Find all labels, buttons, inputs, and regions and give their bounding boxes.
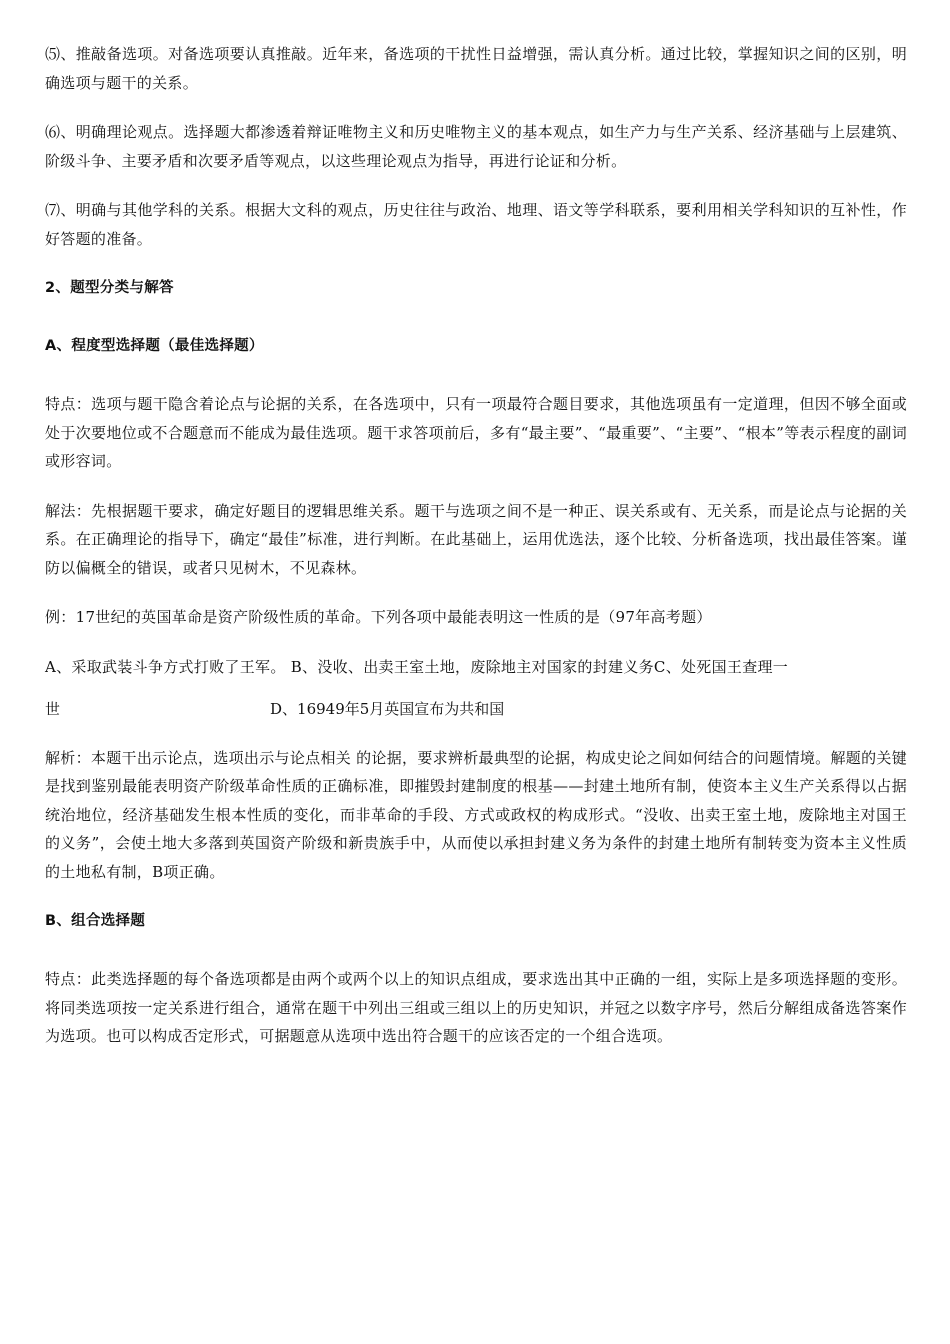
option-c-tail: 世 bbox=[45, 699, 61, 718]
document-page bbox=[45, 40, 907, 1072]
section-a-features: 特点：选项与题干隐含着论点与论据的关系，在各选项中，只有一项最符合题目要求，其他选项虽有一定道理，但因不够全面或处于次要地位或不合题意而不能成为最佳选项。题干求答项前后，多有“最主要”、“最重要”、“主要”、“根本”等表示程度的副词或形容词。 bbox=[45, 395, 907, 470]
section-2-heading: 2、题型分类与解答 bbox=[45, 280, 174, 296]
example-options-line: A、采取武装斗争方式打败了王军。 B、没收、出卖王室土地，废除地主对国家的封建义务C、处死国王查理一 bbox=[45, 657, 789, 676]
section-a-heading: A、程度型选择题（最佳选择题） bbox=[45, 338, 264, 354]
example-options-line-2 bbox=[45, 695, 907, 723]
section-a-solution: 解法：先根据题干要求，确定好题目的逻辑思维关系。题干与选项之间不是一种正、误关系或有、无关系，而是论点与论据的关系。在正确理论的指导下，确定“最佳”标准，进行判断。在此基础上，运用优选法，逐个比较、分析备选项，找出最佳答案。谨防以偏概全的错误，或者只见树木，不见森林。 bbox=[45, 501, 907, 577]
option-d: D、16949年5月英国宣布为共和国 bbox=[270, 699, 505, 718]
section-a-example-question: 例：17世纪的英国革命是资产阶级性质的革命。下列各项中最能表明这一性质的是（97年高考题） bbox=[45, 608, 712, 626]
paragraph-point-6: ⑹、明确理论观点。选择题大都渗透着辩证唯物主义和历史唯物主义的基本观点，如生产力与生产关系、经济基础与上层建筑、阶级斗争、主要矛盾和次要矛盾等观点，以这些理论观点为指导，再进行论证和分析。 bbox=[45, 123, 907, 170]
section-b-heading: B、组合选择题 bbox=[45, 913, 146, 929]
section-a-analysis: 解析：本题干出示论点，选项出示与论点相关 的论据，要求辨析最典型的论据，构成史论之间如何结合的问题情境。解题的关键是找到鉴别最能表明资产阶级革命性质的正确标准，即摧毁封建制度的根基——封建土地所有制，使资本主义生产关系得以占据统治地位，经济基础发生根本性质的变化，而非革命的手段、方式或政权的构成形式。“没收、出卖王室土地，废除地主对国王的义务”，会使土地大多落到英国资产阶级和新贵族手中，从而使以承担封建义务为条件的封建土地所有制转变为资本主义性质的土地私有制，B项正确。 bbox=[45, 748, 907, 881]
paragraph-point-5: ⑸、推敲备选项。对备选项要认真推敲。近年来，备选项的干扰性日益增强，需认真分析。通过比较，掌握知识之间的区别，明确选项与题干的关系。 bbox=[45, 45, 907, 92]
paragraph-point-7: ⑺、明确与其他学科的关系。根据大文科的观点，历史往往与政治、地理、语文等学科联系，要利用相关学科知识的互补性，作好答题的准备。 bbox=[45, 201, 907, 248]
section-b-features: 特点：此类选择题的每个备选项都是由两个或两个以上的知识点组成，要求选出其中正确的一组，实际上是多项选择题的变形。将同类选项按一定关系进行组合，通常在题干中列出三组或三组以上的历史知识，并冠之以数字序号，然后分解组成备选答案作为选项。也可以构成否定形式，可据题意从选项中选出符合题干的应该否定的一个组合选项。 bbox=[45, 970, 907, 1045]
